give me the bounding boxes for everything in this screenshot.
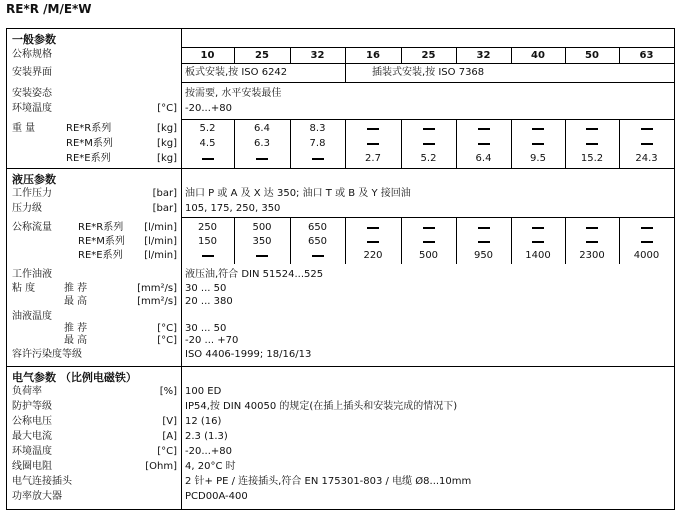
- weight-cell: 6.4: [254, 123, 270, 134]
- viscosity-max-label: 最 高: [64, 296, 88, 307]
- flow-cell: 500: [418, 250, 439, 261]
- flow-cell: 250: [197, 222, 218, 233]
- weight-cell: 5.2: [420, 153, 437, 164]
- oil-temp-rec-value: 30 ... 50: [185, 323, 227, 334]
- size-header-cell: 10: [200, 50, 215, 61]
- empty-dash: [532, 128, 544, 130]
- ambient-temp-value: -20...+80: [185, 103, 232, 114]
- flow-cell: 650: [307, 236, 328, 247]
- weight-cell: 9.5: [530, 153, 546, 164]
- weight-unit: [kg]: [157, 138, 177, 149]
- weight-cell: 24.3: [635, 153, 658, 164]
- weight-unit: [kg]: [157, 153, 177, 164]
- flow-label: 公称流量: [12, 222, 52, 233]
- flow-cell: 950: [473, 250, 494, 261]
- electrical-param-label: 功率放大器: [12, 491, 62, 502]
- flow-unit: [l/min]: [144, 222, 177, 233]
- electrical-param-label: 最大电流: [12, 431, 52, 442]
- oil-temp-rec-label: 推 荐: [64, 323, 88, 334]
- position-label: 安装姿态: [12, 88, 52, 99]
- empty-dash: [586, 143, 598, 145]
- mount-plate-value: 板式安装,按 ISO 6242: [185, 67, 288, 78]
- empty-dash: [586, 241, 598, 243]
- oil-temp-max-unit: [°C]: [157, 335, 177, 346]
- weight-cell: 2.7: [365, 153, 381, 164]
- electrical-param-label: 环境温度: [12, 446, 52, 457]
- electrical-param-label: 负荷率: [12, 386, 42, 397]
- fluid-value: 液压油,符合 DIN 51524...525: [185, 269, 324, 280]
- electrical-param-unit: [Ohm]: [145, 461, 177, 472]
- electrical-param-unit: [A]: [162, 431, 177, 442]
- size-header-cell: 40: [531, 50, 545, 61]
- viscosity-rec-label: 推 荐: [64, 283, 88, 294]
- weight-unit: [kg]: [157, 123, 177, 134]
- electrical-param-value: PCD00A-400: [185, 491, 248, 502]
- weight-series-label: RE*E系列: [66, 153, 111, 164]
- page-title: RE*R /M/E*W: [6, 2, 92, 16]
- electrical-param-label: 公称电压: [12, 416, 52, 427]
- electrical-param-value: 4, 20°C 时: [185, 461, 236, 472]
- empty-dash: [532, 241, 544, 243]
- empty-dash: [641, 143, 653, 145]
- oil-temp-max-value: -20 ... +70: [185, 335, 239, 346]
- empty-dash: [586, 227, 598, 229]
- viscosity-rec-unit: [mm²/s]: [137, 283, 177, 294]
- empty-dash: [532, 227, 544, 229]
- empty-dash: [478, 128, 490, 130]
- electrical-param-value: 2.3 (1.3): [185, 431, 228, 442]
- ambient-temp-label: 环境温度: [12, 103, 52, 114]
- pressure-label: 工作压力: [12, 188, 52, 199]
- empty-dash: [423, 143, 435, 145]
- contamination-value: ISO 4406-1999; 18/16/13: [185, 349, 312, 360]
- electrical-param-value: 2 针+ PE / 连接插头,符合 EN 175301-803 / 电缆 Ø8...10mm: [185, 476, 472, 487]
- weight-label: 重 量: [12, 123, 36, 134]
- empty-dash: [423, 227, 435, 229]
- size-header-cell: 32: [310, 50, 325, 61]
- empty-dash: [478, 241, 490, 243]
- empty-dash: [641, 241, 653, 243]
- weight-cell: 6.3: [254, 138, 270, 149]
- size-header-cell: 63: [639, 50, 654, 61]
- flow-cell: 500: [252, 222, 272, 233]
- weight-cell: 6.4: [475, 153, 492, 164]
- electrical-param-value: 100 ED: [185, 386, 222, 397]
- size-header-cell: 16: [366, 50, 380, 61]
- flow-cell: 350: [252, 236, 272, 247]
- empty-dash: [256, 255, 268, 257]
- size-label: 公称规格: [12, 49, 52, 60]
- weight-cell: 4.5: [199, 138, 216, 149]
- electrical-param-value: IP54,按 DIN 40050 的规定(在插上插头和安装完成的情况下): [185, 401, 458, 412]
- empty-dash: [312, 255, 324, 257]
- flow-cell: 150: [197, 236, 218, 247]
- empty-dash: [367, 227, 379, 229]
- electrical-param-label: 电气连接插头: [12, 476, 72, 487]
- empty-dash: [256, 158, 268, 160]
- pressure-class-unit: [bar]: [152, 203, 177, 214]
- flow-cell: 220: [363, 250, 383, 261]
- position-value: 按需要, 水平安装最佳: [185, 88, 282, 99]
- section-hydraulic-heading: 液压参数: [12, 173, 56, 186]
- mount-cartridge-value: 插装式安装,按 ISO 7368: [372, 67, 485, 78]
- empty-dash: [367, 241, 379, 243]
- contamination-label: 容许污染度等级: [12, 349, 82, 360]
- pressure-class-value: 105, 175, 250, 350: [185, 203, 281, 214]
- empty-dash: [478, 143, 490, 145]
- electrical-param-label: 线圈电阻: [12, 461, 52, 472]
- size-header-cell: 25: [255, 50, 269, 61]
- empty-dash: [202, 255, 214, 257]
- weight-cell: 8.3: [309, 123, 326, 134]
- electrical-param-label: 防护等级: [12, 401, 52, 412]
- electrical-param-value: -20...+80: [185, 446, 232, 457]
- viscosity-max-value: 20 ... 380: [185, 296, 233, 307]
- flow-cell: 650: [307, 222, 328, 233]
- pressure-class-label: 压力级: [12, 203, 42, 214]
- empty-dash: [202, 158, 214, 160]
- oil-temp-max-label: 最 高: [64, 335, 88, 346]
- oil-temp-rec-unit: [°C]: [157, 323, 177, 334]
- empty-dash: [586, 128, 598, 130]
- pressure-unit: [bar]: [152, 188, 177, 199]
- empty-dash: [478, 227, 490, 229]
- size-header-cell: 50: [585, 50, 599, 61]
- electrical-param-unit: [%]: [159, 386, 177, 397]
- mount-label: 安装界面: [12, 67, 52, 78]
- weight-cell: 15.2: [580, 153, 604, 164]
- section-general-heading: 一般参数: [12, 33, 56, 46]
- fluid-label: 工作油液: [12, 269, 52, 280]
- flow-cell: 4000: [633, 250, 660, 261]
- viscosity-label: 粘 度: [12, 283, 36, 294]
- size-header-cell: 32: [476, 50, 491, 61]
- electrical-param-unit: [V]: [162, 416, 177, 427]
- empty-dash: [641, 128, 653, 130]
- weight-cell: 7.8: [309, 138, 326, 149]
- viscosity-rec-value: 30 ... 50: [185, 283, 227, 294]
- section-electrical-heading: 电气参数 （比例电磁铁）: [12, 371, 137, 384]
- empty-dash: [423, 128, 435, 130]
- flow-unit: [l/min]: [144, 250, 177, 261]
- flow-cell: 1400: [525, 250, 551, 261]
- weight-cell: 5.2: [199, 123, 216, 134]
- weight-series-label: RE*R系列: [66, 123, 112, 134]
- flow-series-label: RE*M系列: [78, 236, 125, 247]
- viscosity-max-unit: [mm²/s]: [137, 296, 177, 307]
- oil-temp-label: 油液温度: [12, 311, 52, 322]
- weight-series-label: RE*M系列: [66, 138, 113, 149]
- flow-cell: 2300: [579, 250, 605, 261]
- empty-dash: [312, 158, 324, 160]
- empty-dash: [423, 241, 435, 243]
- pressure-value: 油口 P 或 A 及 X 达 350; 油口 T 或 B 及 Y 接回油: [185, 188, 411, 199]
- electrical-param-value: 12 (16): [185, 416, 222, 427]
- electrical-param-unit: [°C]: [157, 446, 177, 457]
- empty-dash: [641, 227, 653, 229]
- flow-unit: [l/min]: [144, 236, 177, 247]
- flow-series-label: RE*R系列: [78, 222, 124, 233]
- empty-dash: [532, 143, 544, 145]
- size-header-cell: 25: [421, 50, 436, 61]
- empty-dash: [367, 128, 379, 130]
- ambient-temp-unit: [°C]: [157, 103, 177, 114]
- empty-dash: [367, 143, 379, 145]
- flow-series-label: RE*E系列: [78, 250, 123, 261]
